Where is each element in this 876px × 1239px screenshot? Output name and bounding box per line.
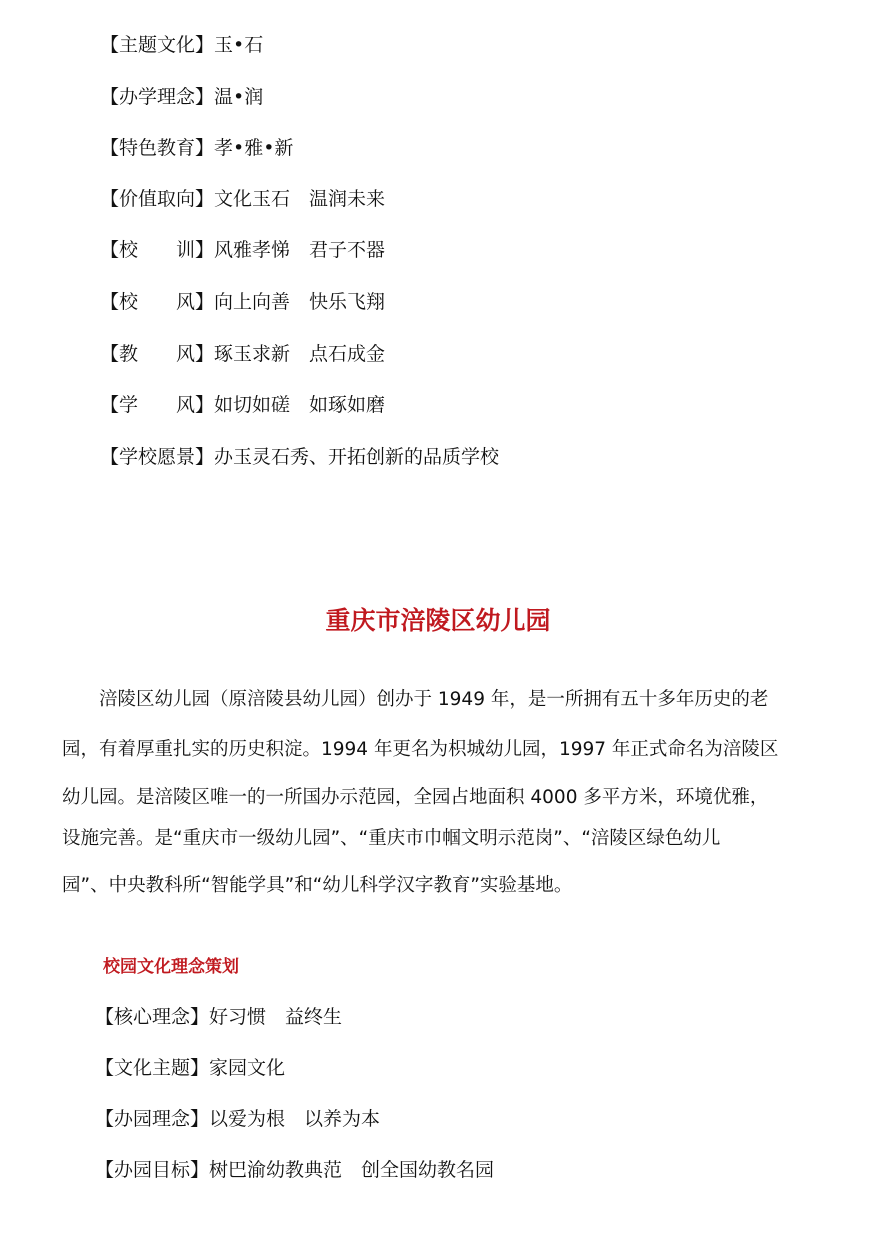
intro-line-1: 涪陵区幼儿园（原涪陵县幼儿园）创办于 1949 年，是一所拥有五十多年历史的老	[62, 689, 769, 710]
school-spirit-line: 【校 风】向上向善 快乐飞翔	[100, 291, 386, 313]
kindergarten-philosophy-line: 【办园理念】以爱为根 以养为本	[95, 1108, 381, 1130]
theme-culture-line: 【主题文化】玉•石	[100, 34, 264, 56]
intro-line-4: 设施完善。是“重庆市一级幼儿园”、“重庆市巾帼文明示范岗”、“涪陵区绿色幼儿	[62, 828, 721, 849]
intro-line-2: 园，有着厚重扎实的历史积淀。1994 年更名为枳城幼儿园，1997 年正式命名为涪陵区	[62, 739, 779, 760]
study-style-line: 【学 风】如切如磋 如琢如磨	[100, 394, 386, 416]
school-philosophy-line: 【办学理念】温•润	[100, 86, 264, 108]
school-motto-line: 【校 训】风雅孝悌 君子不器	[100, 239, 386, 261]
kindergarten-goal-line: 【办园目标】树巴渝幼教典范 创全国幼教名园	[95, 1159, 495, 1181]
intro-line-3: 幼儿园。是涪陵区唯一的一所国办示范园，全园占地面积 4000 多平方米，环境优雅，	[62, 787, 769, 808]
value-orientation-line: 【价值取向】文化玉石 温润未来	[100, 188, 386, 210]
feature-education-line: 【特色教育】孝•雅•新	[100, 137, 294, 159]
school-vision-line: 【学校愿景】办玉灵石秀、开拓创新的品质学校	[100, 446, 500, 468]
intro-line-5: 园”、中央教科所“智能学具”和“幼儿科学汉字教育”实验基地。	[62, 875, 573, 896]
culture-planning-subhead: 校园文化理念策划	[103, 957, 239, 977]
culture-theme-line: 【文化主题】家园文化	[95, 1057, 286, 1079]
kindergarten-title: 重庆市涪陵区幼儿园	[325, 606, 551, 635]
core-concept-line: 【核心理念】好习惯 益终生	[95, 1006, 343, 1028]
teaching-style-line: 【教 风】琢玉求新 点石成金	[100, 343, 386, 365]
